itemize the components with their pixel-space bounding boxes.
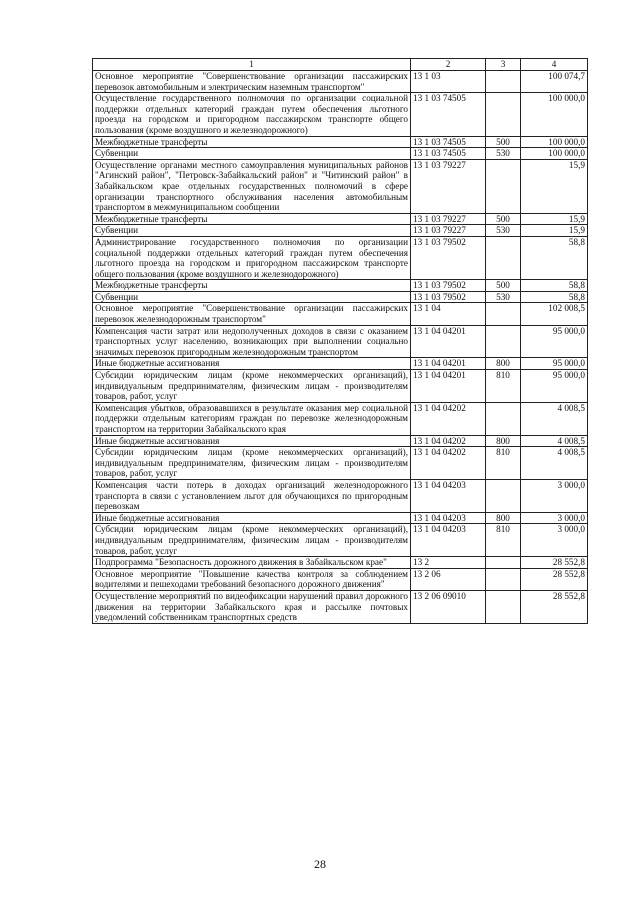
row-expense-type: 800 (486, 512, 521, 524)
row-expense-type (486, 479, 521, 512)
table-row (93, 568, 588, 590)
row-expense-type (486, 236, 521, 279)
row-description: Основное мероприятие "Совершенствование организации пассажирских перевозок автомобильным и электрическим наземным транспортом" (93, 71, 411, 93)
row-amount: 58,8 (521, 280, 588, 292)
row-expense-type (486, 93, 521, 136)
table-row (93, 358, 588, 370)
row-amount: 4 008,5 (521, 402, 588, 435)
table-row (93, 479, 588, 512)
row-description: Субвенции (93, 225, 411, 237)
row-target-code: 13 1 04 04203 (411, 512, 486, 524)
row-expense-type: 500 (486, 280, 521, 292)
row-amount: 15,9 (521, 225, 588, 237)
row-amount: 100 000,0 (521, 93, 588, 136)
row-expense-type (486, 71, 521, 93)
row-expense-type: 500 (486, 213, 521, 225)
row-description: Субсидии юридическим лицам (кроме некоммерческих организаций), индивидуальным предпринимателям, физическим лицам - производителям товаров, работ, услуг (93, 447, 411, 480)
table-row (93, 71, 588, 93)
row-description: Основное мероприятие "Совершенствование организации пассажирских перевозок железнодорожным транспортом" (93, 303, 411, 325)
row-amount: 28 552,8 (521, 568, 588, 590)
row-amount: 3 000,0 (521, 524, 588, 557)
row-expense-type (486, 159, 521, 213)
row-description: Субвенции (93, 148, 411, 160)
row-target-code: 13 1 03 79502 (411, 291, 486, 303)
row-target-code: 13 1 03 79227 (411, 213, 486, 225)
row-target-code: 13 1 03 79227 (411, 225, 486, 237)
row-amount: 100 000,0 (521, 136, 588, 148)
row-amount: 100 074,7 (521, 71, 588, 93)
row-description: Межбюджетные трансферты (93, 136, 411, 148)
table-row (93, 291, 588, 303)
table-row (93, 370, 588, 403)
row-amount: 100 000,0 (521, 148, 588, 160)
row-description: Субвенции (93, 291, 411, 303)
row-amount: 28 552,8 (521, 590, 588, 623)
table-row (93, 236, 588, 279)
row-amount: 95 000,0 (521, 358, 588, 370)
row-expense-type: 810 (486, 447, 521, 480)
row-target-code: 13 1 04 (411, 303, 486, 325)
header-cell-4: 4 (521, 59, 588, 71)
row-description: Компенсация части затрат или недополученных доходов в связи с оказанием транспортных услуг населению, возникающих при выполнении социально значимых перевозок пригородным железнодорожным транспортом (93, 325, 411, 358)
table-row (93, 435, 588, 447)
row-description: Компенсация части потерь в доходах организаций железнодорожного транспорта в связи с установлением льгот для обучающихся по пригородным перевозкам (93, 479, 411, 512)
page-number: 28 (314, 857, 326, 871)
row-amount: 28 552,8 (521, 557, 588, 569)
row-expense-type (486, 325, 521, 358)
row-target-code: 13 1 03 (411, 71, 486, 93)
row-target-code: 13 1 04 04201 (411, 358, 486, 370)
row-description: Иные бюджетные ассигнования (93, 435, 411, 447)
row-target-code: 13 1 04 04203 (411, 479, 486, 512)
row-expense-type: 500 (486, 136, 521, 148)
header-cell-1: 1 (93, 59, 411, 71)
table-row (93, 136, 588, 148)
row-description: Субсидии юридическим лицам (кроме некоммерческих организаций), индивидуальным предпринимателям, физическим лицам - производителям товаров, работ, услуг (93, 524, 411, 557)
table-row (93, 325, 588, 358)
header-cell-2: 2 (411, 59, 486, 71)
row-expense-type: 530 (486, 148, 521, 160)
row-expense-type (486, 557, 521, 569)
budget-table (92, 58, 588, 624)
row-amount: 4 008,5 (521, 447, 588, 480)
row-amount: 102 008,5 (521, 303, 588, 325)
table-row (93, 225, 588, 237)
row-expense-type (486, 590, 521, 623)
row-target-code: 13 1 04 04201 (411, 370, 486, 403)
table-row (93, 512, 588, 524)
row-description: Осуществление мероприятий по видеофиксации нарушений правил дорожного движения на территории Забайкальского края и рассылке почтовых уведомлений собственникам транспортных средств (93, 590, 411, 623)
header-cell-3: 3 (486, 59, 521, 71)
table-row (93, 93, 588, 136)
row-description: Иные бюджетные ассигнования (93, 358, 411, 370)
row-target-code: 13 1 03 74505 (411, 148, 486, 160)
row-amount: 15,9 (521, 213, 588, 225)
row-target-code: 13 1 04 04202 (411, 435, 486, 447)
row-expense-type: 810 (486, 370, 521, 403)
row-target-code: 13 1 03 79227 (411, 159, 486, 213)
row-description: Осуществление государственного полномочия по организации социальной поддержки отдельных категорий граждан путем обеспечения льготного проезда на городском и пригородном пассажирском транспорте общего пользования (кроме воздушного и железнодорожного) (93, 93, 411, 136)
row-expense-type: 810 (486, 524, 521, 557)
row-target-code: 13 1 04 04202 (411, 447, 486, 480)
row-target-code: 13 1 03 79502 (411, 236, 486, 279)
table-row (93, 557, 588, 569)
row-target-code: 13 1 03 74505 (411, 136, 486, 148)
header-row (93, 59, 588, 71)
row-target-code: 13 1 04 04203 (411, 524, 486, 557)
row-amount: 15,9 (521, 159, 588, 213)
row-target-code: 13 1 03 74505 (411, 93, 486, 136)
row-expense-type: 800 (486, 358, 521, 370)
row-expense-type (486, 402, 521, 435)
table-row (93, 280, 588, 292)
row-description: Межбюджетные трансферты (93, 280, 411, 292)
row-expense-type (486, 303, 521, 325)
row-target-code: 13 2 06 (411, 568, 486, 590)
row-target-code: 13 1 03 79502 (411, 280, 486, 292)
row-expense-type: 530 (486, 225, 521, 237)
row-description: Иные бюджетные ассигнования (93, 512, 411, 524)
row-amount: 95 000,0 (521, 325, 588, 358)
row-expense-type (486, 568, 521, 590)
row-target-code: 13 2 06 09010 (411, 590, 486, 623)
row-description: Осуществление органами местного самоуправления муниципальных районов "Агинский район", "Петровск-Забайкальский район" и "Читинский район" в Забайкальском крае отдельных государственных полномочий в сфере организации транспортного обслуживания населения автомобильным транспортом в межмуниципальном сообщении (93, 159, 411, 213)
row-description: Межбюджетные трансферты (93, 213, 411, 225)
row-amount: 95 000,0 (521, 370, 588, 403)
table-row (93, 402, 588, 435)
table-row (93, 447, 588, 480)
row-amount: 58,8 (521, 236, 588, 279)
row-amount: 4 008,5 (521, 435, 588, 447)
row-amount: 3 000,0 (521, 512, 588, 524)
row-description: Основное мероприятие "Повышение качества контроля за соблюдением водителями и пешеходами требований безопасного дорожного движения" (93, 568, 411, 590)
row-target-code: 13 1 04 04202 (411, 402, 486, 435)
table-row (93, 213, 588, 225)
row-amount: 3 000,0 (521, 479, 588, 512)
row-description: Субсидии юридическим лицам (кроме некоммерческих организаций), индивидуальным предпринимателям, физическим лицам - производителям товаров, работ, услуг (93, 370, 411, 403)
row-target-code: 13 2 (411, 557, 486, 569)
row-description: Подпрограмма "Безопасность дорожного движения в Забайкальском крае" (93, 557, 411, 569)
table-row (93, 590, 588, 623)
table-row (93, 159, 588, 213)
row-target-code: 13 1 04 04201 (411, 325, 486, 358)
table-row (93, 148, 588, 160)
row-expense-type: 530 (486, 291, 521, 303)
table-row (93, 303, 588, 325)
row-amount: 58,8 (521, 291, 588, 303)
row-description: Компенсация убытков, образовавшихся в результате оказания мер социальной поддержки отдельным категориям граждан по перевозке железнодорожным транспортом на территории Забайкальского края (93, 402, 411, 435)
row-description: Администрирование государственного полномочия по организации социальной поддержки отдельных категорий граждан путем обеспечения льготного проезда на городском и пригородном пассажирском транспорте общего пользования (кроме воздушного и железнодорожного) (93, 236, 411, 279)
table-row (93, 524, 588, 557)
row-expense-type: 800 (486, 435, 521, 447)
